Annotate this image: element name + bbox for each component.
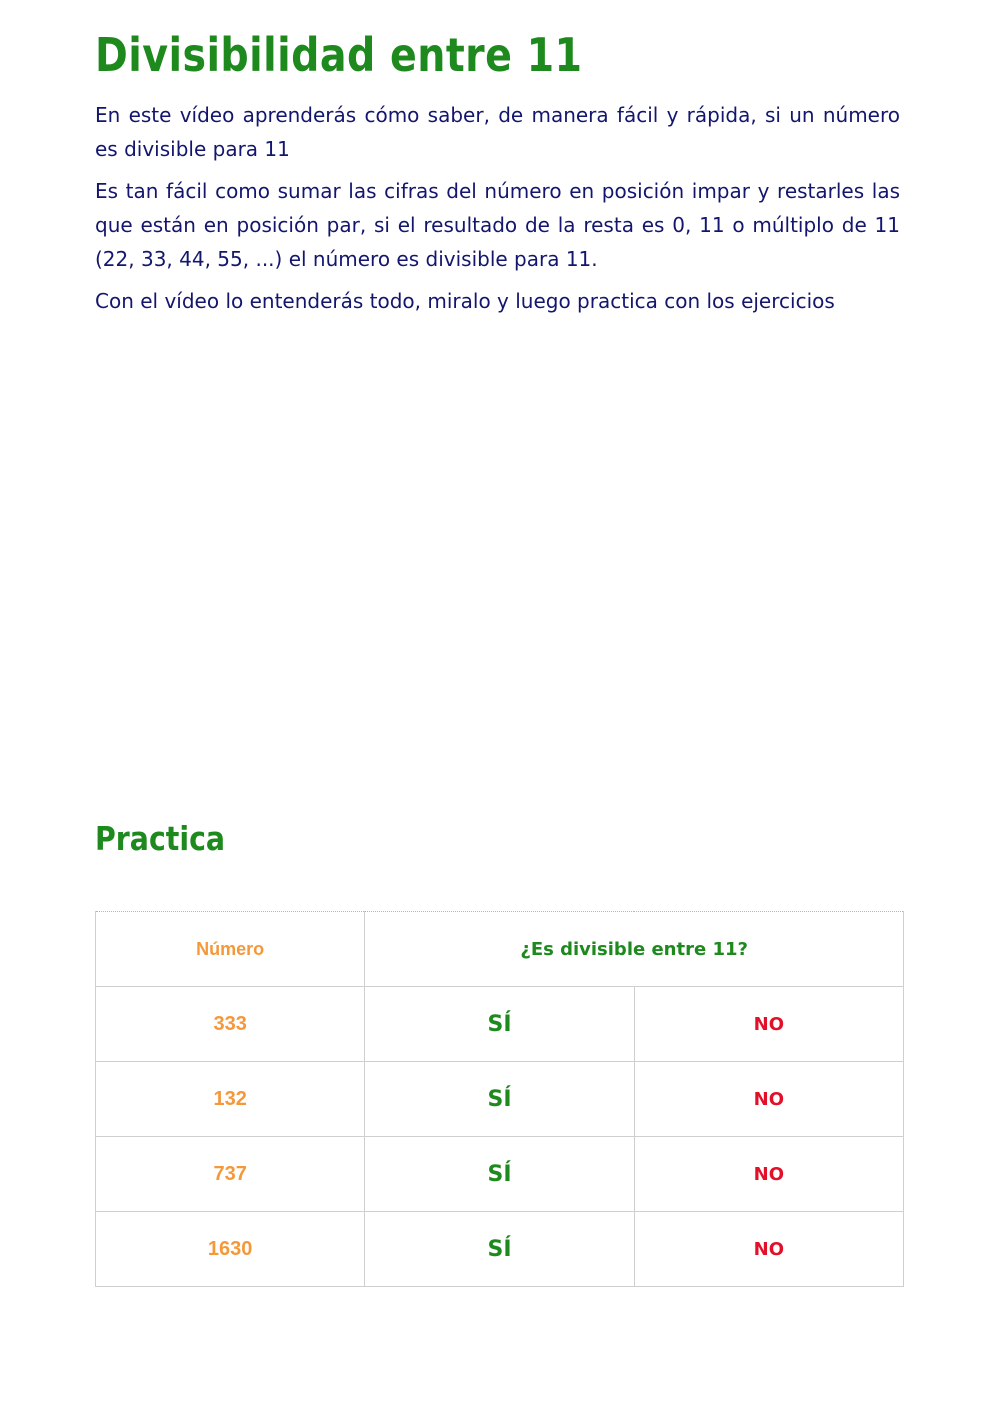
no-option[interactable]: NO xyxy=(753,1013,785,1035)
no-cell xyxy=(634,987,903,1062)
no-option[interactable]: NO xyxy=(753,1163,785,1185)
no-option[interactable]: NO xyxy=(753,1088,785,1110)
table-row xyxy=(96,1137,904,1212)
number-cell: 737 xyxy=(96,1137,365,1212)
number-cell: 1630 xyxy=(96,1212,365,1287)
yes-cell xyxy=(365,1137,634,1212)
header-question: ¿Es divisible entre 11? xyxy=(365,912,904,987)
table-row xyxy=(96,1212,904,1287)
table-header-row xyxy=(96,912,904,987)
no-option[interactable]: NO xyxy=(753,1238,785,1260)
no-cell xyxy=(634,1137,903,1212)
no-cell xyxy=(634,1212,903,1287)
header-number: Número xyxy=(96,912,365,987)
yes-cell xyxy=(365,987,634,1062)
no-cell xyxy=(634,1062,903,1137)
practice-section-title: Practica xyxy=(95,819,226,858)
table-row xyxy=(96,1062,904,1137)
number-cell: 132 xyxy=(96,1062,365,1137)
yes-option[interactable]: SÍ xyxy=(487,1161,512,1187)
page-title: Divisibilidad entre 11 xyxy=(95,28,583,82)
yes-option[interactable]: SÍ xyxy=(487,1011,512,1037)
intro-paragraph-2: Es tan fácil como sumar las cifras del número en posición impar y restarles las que están en posición par, si el resultado de la resta es 0, 11 o múltiplo de 11 (22, 33, 44, 55, ...) el número es divisible para 11. xyxy=(95,179,900,271)
yes-cell xyxy=(365,1062,634,1137)
practice-table xyxy=(95,911,904,1287)
intro-paragraph-3: Con el vídeo lo entenderás todo, miralo y luego practica con los ejercicios xyxy=(95,289,835,313)
number-cell: 333 xyxy=(96,987,365,1062)
yes-cell xyxy=(365,1212,634,1287)
yes-option[interactable]: SÍ xyxy=(487,1236,512,1262)
yes-option[interactable]: SÍ xyxy=(487,1086,512,1112)
table-row xyxy=(96,987,904,1062)
intro-paragraph-1: En este vídeo aprenderás cómo saber, de manera fácil y rápida, si un número es divisible para 11 xyxy=(95,103,900,161)
intro-text xyxy=(95,98,900,326)
